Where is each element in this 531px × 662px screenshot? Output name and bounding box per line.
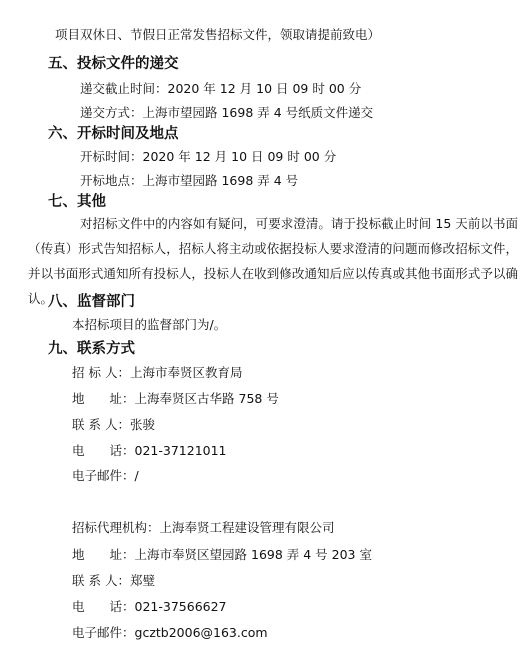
agency-row [72,519,335,537]
submission-method: 递交方式：上海市望园路 1698 弄 4 号纸质文件递交 [80,105,374,120]
agency-email-row [72,624,268,642]
address-value: 上海奉贤区古华路 758 号 [134,391,279,406]
agency-contact-label: 联 系 人： [72,573,130,588]
phone-label: 电 话： [72,443,135,458]
agency-phone-value: 021-37566627 [134,599,227,614]
email-value: / [134,468,139,483]
contact-label: 联 系 人： [72,417,130,432]
section5-heading: 五、投标文件的递交 [48,56,179,72]
agency-contact-row [72,572,155,590]
phone-value: 021-37121011 [134,443,227,458]
phone-row [72,442,227,460]
opening-time: 开标时间：2020 年 12 月 10 日 09 时 00 分 [80,149,337,164]
tenderer-value: 上海市奉贤区教育局 [129,365,243,380]
section8-body: 本招标项目的监督部门为/。 [72,317,227,332]
section8-heading: 八、监督部门 [48,294,135,310]
agency-address-value: 上海市奉贤区望园路 1698 弄 4 号 203 室 [134,547,372,562]
agency-phone-row [72,598,227,616]
intro-tail-text: 项目双休日、节假日正常发售招标文件，领取请提前致电） [55,27,381,42]
agency-label: 招标代理机构： [72,520,160,535]
section7-body: 对招标文件中的内容如有疑问，可要求澄清。请于投标截止时间 15 天前以书面（传真）形式告知招标人，招标人将主动或依据投标人要求澄清的问题而修改招标文件，并以书面形式通知所有投标人，投标人在收到修改通知后应以传真或其他书面形式予以确认。 [28,216,518,306]
agency-email-value: gcztb2006@163.com [134,625,268,640]
tenderer-row [72,364,242,382]
agency-contact-value: 郑璧 [129,573,155,588]
submission-deadline: 递交截止时间：2020 年 12 月 10 日 09 时 00 分 [80,81,362,96]
address-row [72,390,279,408]
email-row [72,467,139,485]
contact-value: 张骏 [129,417,155,432]
agency-value: 上海奉贤工程建设管理有限公司 [159,520,335,535]
section6-heading: 六、开标时间及地点 [48,126,179,142]
agency-phone-label: 电 话： [72,599,135,614]
address-label: 地 址： [72,391,135,406]
agency-address-row [72,546,372,564]
tenderer-label: 招 标 人： [72,365,130,380]
opening-place: 开标地点：上海市望园路 1698 弄 4 号 [80,173,299,188]
section9-heading: 九、联系方式 [48,341,135,357]
email-label: 电子邮件： [72,468,135,483]
agency-email-label: 电子邮件： [72,625,135,640]
section7-heading: 七、其他 [48,194,106,210]
agency-address-label: 地 址： [72,547,135,562]
contact-row [72,416,155,434]
